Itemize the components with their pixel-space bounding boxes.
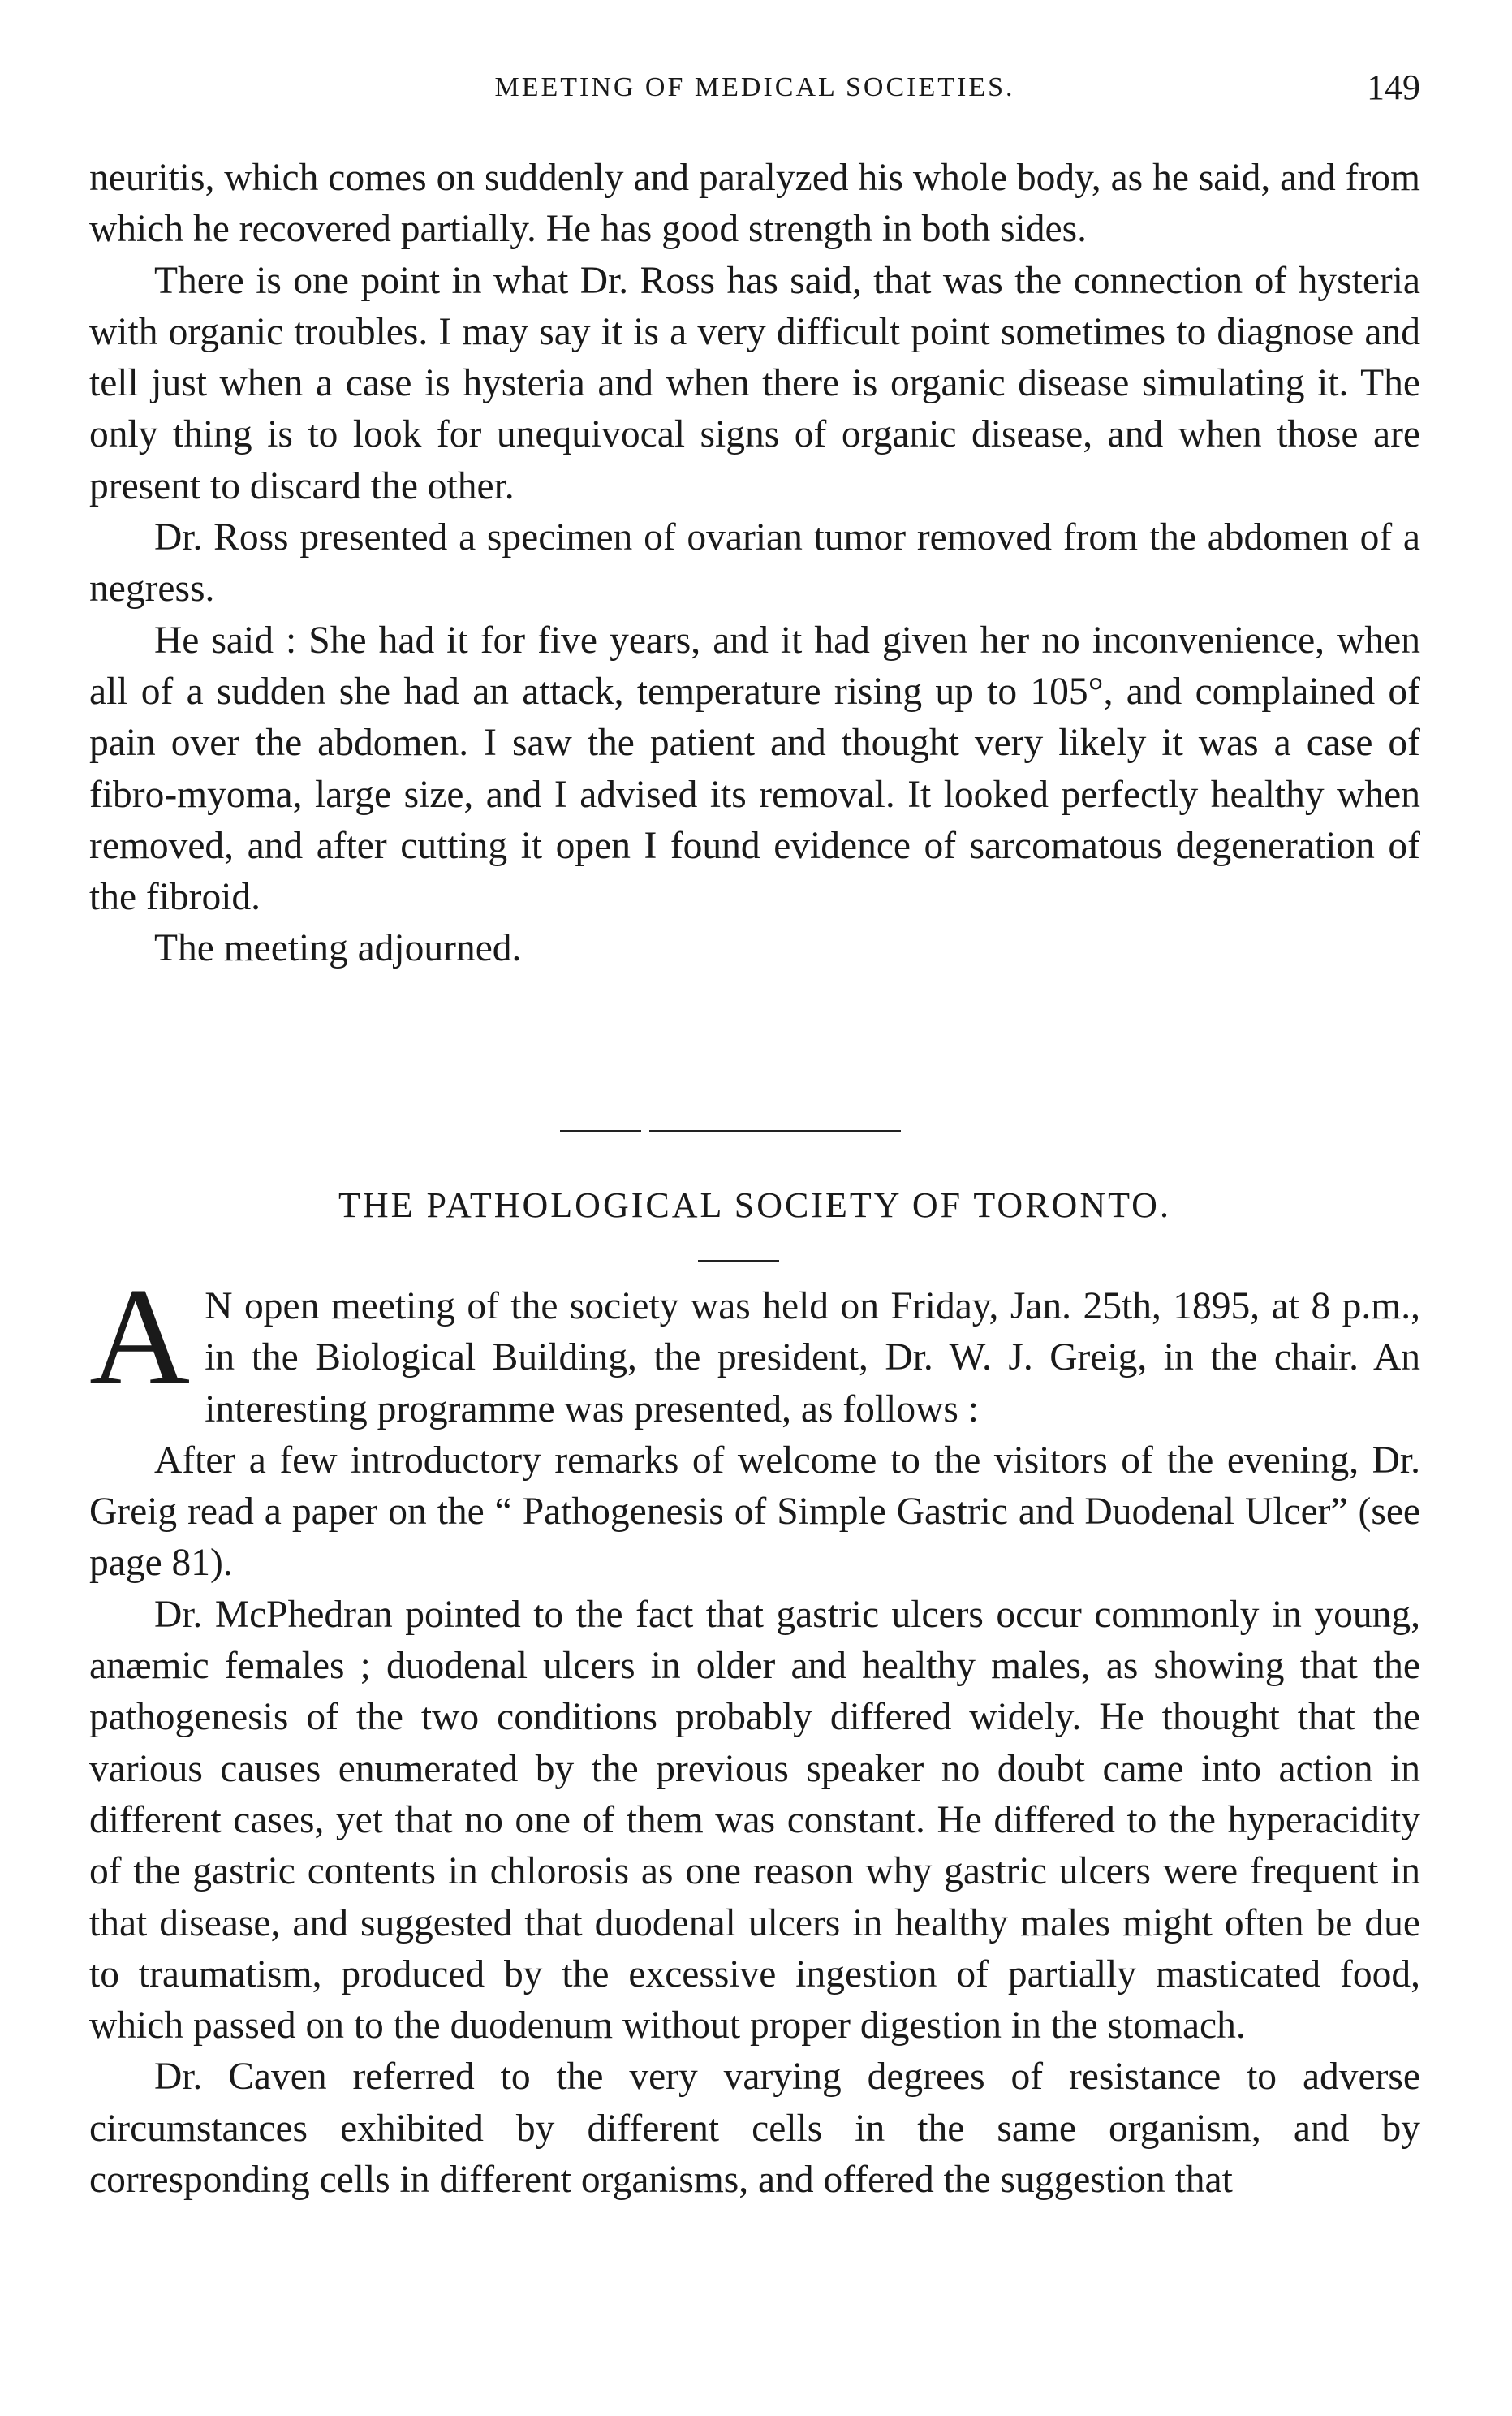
running-head: [89, 63, 1420, 112]
section-divider-right: [649, 1130, 901, 1132]
paragraph: He said : She had it for five years, and it had given her no inconvenience, when all of a sudden she had an attack, temperature rising up to 105°, and complained of pain over the abdomen. I saw the patient and thought very likely it was a case of fibro-myoma, large size, and I advised its removal. It looked perfectly healthy when removed, and after cutting it open I found evidence of sarcomatous degeneration of the fibroid.: [89, 619, 1420, 919]
pathological-section-body: [89, 1260, 1420, 2206]
paragraph-continued: neuritis, which comes on suddenly and paralyzed his whole body, as he said, and from which he recovered partially. He has good strength in both sides.: [89, 157, 1420, 251]
paragraph: After a few introductory remarks of welcome to the visitors of the evening, Dr. Greig read a paper on the “ Pathogenesis of Simple Gastric and Duodenal Ulcer” (see page 81).: [89, 1439, 1420, 1585]
paragraph: There is one point in what Dr. Ross has said, that was the connection of hysteria with organic troubles. I may say it is a very difficult point sometimes to diagnose and tell just when a case is hysteria and when there is organic disease simulating it. The only thing is to look for unequivocal signs of organic disease, and when those are present to discard the other.: [89, 259, 1420, 507]
drop-cap: A: [89, 1260, 191, 1414]
opening-paragraph: [89, 1260, 1420, 1435]
paragraph: Dr. Caven referred to the very varying degrees of resistance to adverse circumstances exhibited by different cells in the same organism, and by corresponding cells in different organisms, and offered the suggestion that: [89, 2056, 1420, 2202]
paragraph: Dr. McPhedran pointed to the fact that gastric ulcers occur commonly in young, anæmic females ; duodenal ulcers in older and healthy males, as showing that the pathogenesis of the two conditions probably differed widely. He thought that the various causes enumerated by the previous speaker no doubt came into action in different cases, yet that no one of them was constant. He differed to the hyperacidity of the gastric contents in chlorosis as one reason why gastric ulcers were frequent in that disease, and suggested that duodenal ulcers in healthy males might often be due to traumatism, produced by the excessive ingestion of partially masticated food, which passed on to the duodenum without proper digestion in the stomach.: [89, 1593, 1420, 2047]
heading-underline: [698, 1260, 779, 1262]
paragraph-adjourned: The meeting adjourned.: [154, 927, 522, 970]
section-divider-left: [560, 1130, 641, 1132]
top-section: [89, 153, 1420, 975]
paragraph: Dr. Ross presented a specimen of ovarian tumor removed from the abdomen of a negress.: [89, 516, 1420, 610]
opening-paragraph-text: N open meeting of the society was held on Friday, Jan. 25th, 1895, at 8 p.m., in the Biological Building, the president, Dr. W. J. Greig, in the chair. An interesting programme was presented, as follows :: [205, 1285, 1420, 1430]
page-number: 149: [1367, 67, 1420, 107]
section-heading: THE PATHOLOGICAL SOCIETY OF TORONTO.: [338, 1185, 1171, 1225]
running-title: MEETING OF MEDICAL SOCIETIES.: [494, 72, 1015, 102]
